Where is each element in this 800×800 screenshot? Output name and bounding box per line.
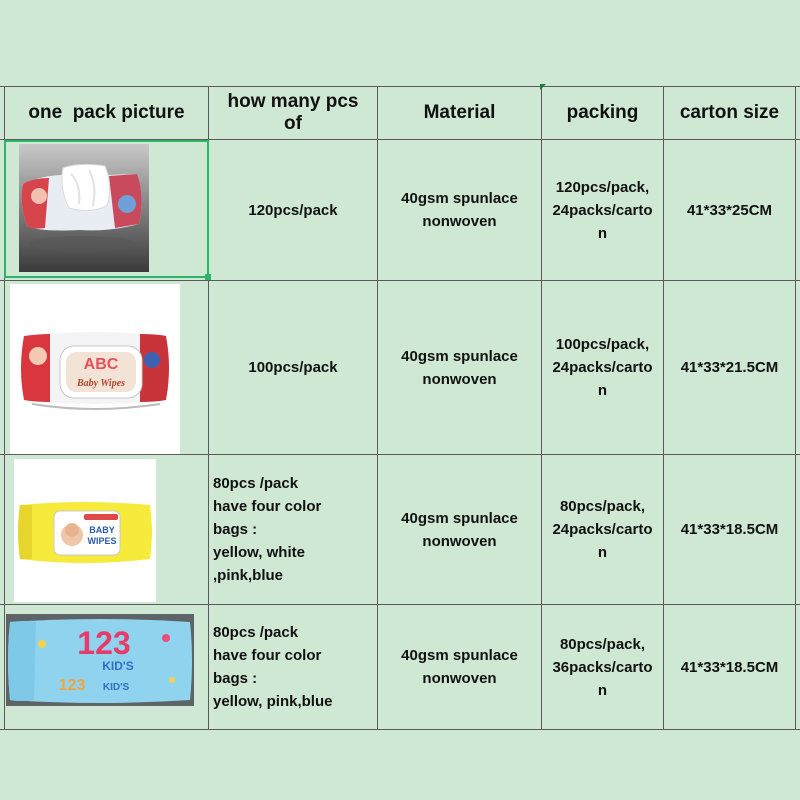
pack-sub-text-2: KID'S [102, 682, 130, 693]
row4-material[interactable]: 40gsm spunlace nonwoven [401, 647, 518, 687]
pack-big-text-2: 123 [58, 677, 86, 694]
row4-carton-size[interactable]: 41*33*18.5CM [680, 658, 779, 676]
header-pcs[interactable]: how many pcs of [227, 91, 359, 134]
cell-selection [4, 140, 209, 278]
row3-carton-size[interactable]: 41*33*18.5CM [680, 521, 779, 538]
pack-name-text-2: WIPES [87, 536, 117, 546]
row3-pcs[interactable]: 80pcs /pack have four color bags : yellow, white ,pink,blue [213, 475, 322, 584]
gridline [795, 86, 796, 730]
row2-pcs[interactable]: 100pcs/pack [248, 359, 338, 376]
row2-packing[interactable]: 100pcs/pack, 24packs/carto n [552, 336, 653, 399]
row3-material[interactable]: 40gsm spunlace nonwoven [401, 509, 518, 550]
row2-material[interactable]: 40gsm spunlace nonwoven [401, 347, 518, 388]
pack-name-text-1: BABY [89, 525, 115, 535]
pack-sub-text: KID'S [102, 659, 134, 673]
row1-pcs[interactable]: 120pcs/pack [248, 201, 338, 219]
header-picture[interactable]: one pack picture [28, 102, 185, 123]
gridline [0, 729, 800, 730]
row1-packing[interactable]: 120pcs/pack, 24packs/carto n [552, 178, 653, 242]
pack-brand-text: ABC [83, 356, 119, 373]
pack-big-text: 123 [77, 625, 131, 661]
row4-packing[interactable]: 80pcs/pack, 36packs/carto n [552, 635, 653, 699]
header-material[interactable]: Material [423, 102, 496, 123]
row1-material[interactable]: 40gsm spunlace nonwoven [401, 190, 518, 230]
row1-carton-size[interactable]: 41*33*25CM [686, 201, 773, 219]
product-photo-abc-baby-wipes[interactable] [10, 284, 180, 454]
pack-name-text: Baby Wipes [76, 378, 126, 389]
product-photo-yellow-baby-wipes[interactable] [14, 459, 156, 602]
row2-carton-size[interactable]: 41*33*21.5CM [680, 359, 779, 376]
row3-packing[interactable]: 80pcs/pack, 24packs/carto n [552, 498, 653, 561]
header-packing[interactable]: packing [566, 102, 639, 123]
row4-pcs[interactable]: 80pcs /pack have four color bags : yellow, pink,blue [213, 624, 333, 710]
header-carton-size[interactable]: carton size [679, 102, 780, 123]
product-photo-123-kids-wipes[interactable] [6, 614, 194, 706]
